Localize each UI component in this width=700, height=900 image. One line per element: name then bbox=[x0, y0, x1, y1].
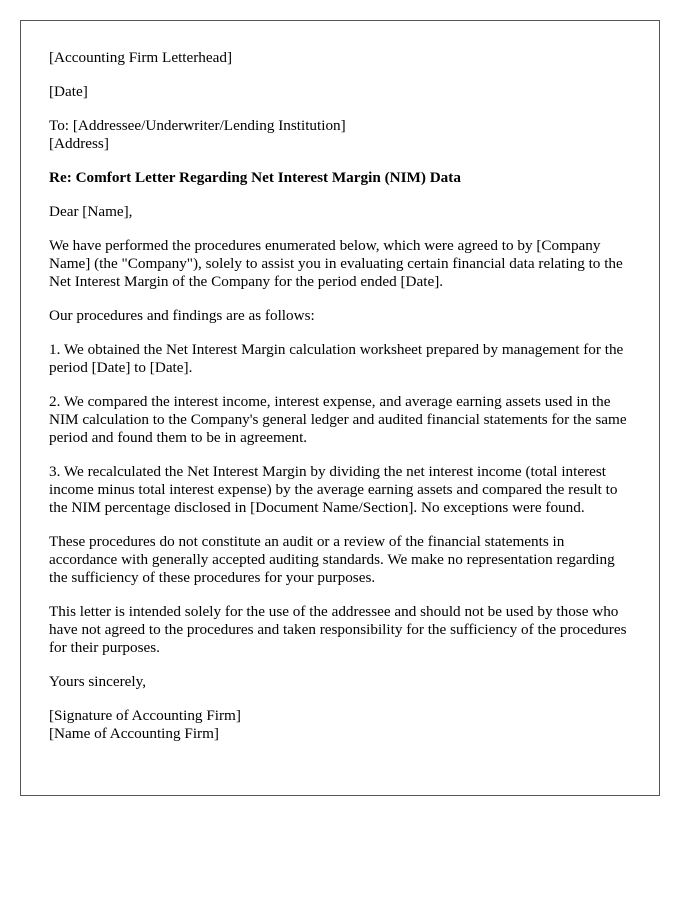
recipient-line: To: [Addressee/Underwriter/Lending Institution] bbox=[49, 117, 346, 134]
signature-block bbox=[49, 707, 631, 743]
firm-name: [Name of Accounting Firm] bbox=[49, 725, 219, 742]
salutation: Dear [Name], bbox=[49, 203, 133, 220]
letterhead: [Accounting Firm Letterhead] bbox=[49, 49, 233, 66]
restriction-paragraph: This letter is intended solely for the use of the addressee and should not be used by those who have not agreed to the procedures and taken responsibility for the sufficiency of the procedures for their purposes. bbox=[49, 603, 627, 656]
signature-line: [Signature of Accounting Firm] bbox=[49, 707, 241, 724]
letter-date: [Date] bbox=[49, 83, 88, 100]
procedures-heading: Our procedures and findings are as follows: bbox=[49, 307, 315, 324]
procedure-item-2: 2. We compared the interest income, interest expense, and average earning assets used in the NIM calculation to the Company's general ledger and audited financial statements for the same period and found them to be in agreement. bbox=[49, 393, 627, 446]
letter-document bbox=[20, 20, 660, 796]
recipient-address: [Address] bbox=[49, 135, 109, 152]
intro-paragraph: We have performed the procedures enumerated below, which were agreed to by [Company Name] (the "Company"), solely to assist you in evaluating certain financial data relating to the Net Interest Margin of the Company for the period ended [Date]. bbox=[49, 237, 623, 290]
recipient-block bbox=[49, 117, 631, 153]
disclaimer-paragraph: These procedures do not constitute an audit or a review of the financial statements in accordance with generally accepted auditing standards. We make no representation regarding the sufficiency of these procedures for your purposes. bbox=[49, 533, 615, 586]
closing: Yours sincerely, bbox=[49, 673, 147, 690]
procedure-item-1: 1. We obtained the Net Interest Margin calculation worksheet prepared by management for the period [Date] to [Date]. bbox=[49, 341, 624, 376]
procedure-item-3: 3. We recalculated the Net Interest Margin by dividing the net interest income (total interest income minus total interest expense) by the average earning assets and compared the result to the NIM percentage disclosed in [Document Name/Section]. No exceptions were found. bbox=[49, 463, 618, 516]
subject-line: Re: Comfort Letter Regarding Net Interest Margin (NIM) Data bbox=[49, 169, 461, 186]
